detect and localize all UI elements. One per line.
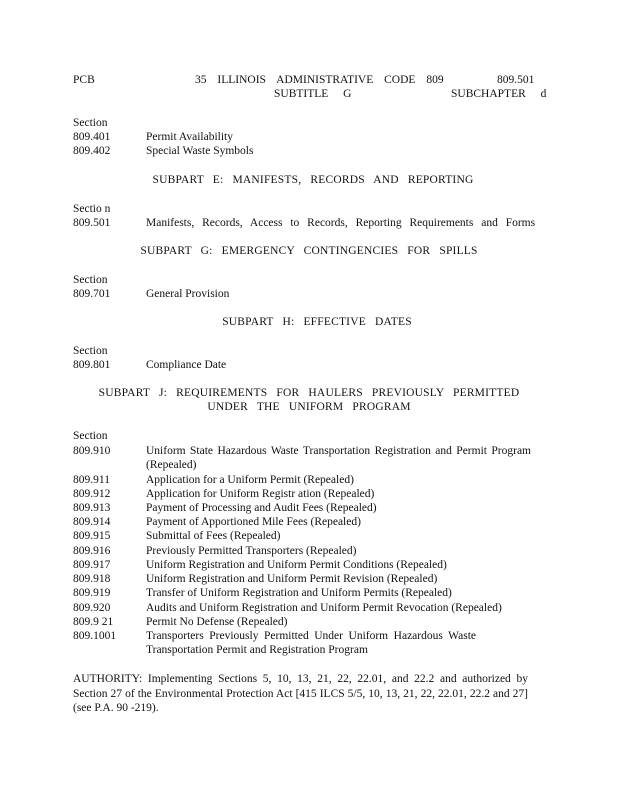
section-label: Section xyxy=(73,117,108,129)
section-number: 809.917 xyxy=(73,559,111,571)
section-title: Application for Uniform Registr ation (Repealed) xyxy=(146,488,375,500)
header-right: 809.501 xyxy=(497,74,535,86)
section-number: 809.1001 xyxy=(73,630,117,642)
header-center: 35 ILLINOIS ADMINISTRATIVE CODE 809 xyxy=(195,74,444,86)
section-title: Payment of Processing and Audit Fees (Repealed) xyxy=(146,502,377,514)
section-label: Section xyxy=(73,274,108,286)
section-title: Uniform Registration and Uniform Permit Revision (Repealed) xyxy=(146,573,438,585)
section-number: 809.915 xyxy=(73,530,111,542)
section-number: 809.913 xyxy=(73,502,111,514)
subpart-heading: SUBPART E: MANIFESTS, RECORDS AND REPORTING xyxy=(152,174,474,186)
section-title: Submittal of Fees (Repealed) xyxy=(146,530,281,542)
section-number: 809.916 xyxy=(73,545,111,557)
section-title: Permit Availability xyxy=(146,131,233,143)
section-title: Transfer of Uniform Registration and Uniform Permits (Repealed) xyxy=(146,587,452,599)
section-title: Compliance Date xyxy=(146,359,227,371)
subpart-heading: SUBPART H: EFFECTIVE DATES xyxy=(222,316,412,328)
section-number: 809.920 xyxy=(73,602,111,614)
section-number: 809.912 xyxy=(73,488,111,500)
section-number: 809.501 xyxy=(73,217,111,229)
section-number: 809.911 xyxy=(73,474,110,486)
section-number: 809.919 xyxy=(73,587,111,599)
section-title: Previously Permitted Transporters (Repealed) xyxy=(146,545,357,557)
section-label: Sectio n xyxy=(73,203,111,215)
section-label: Section xyxy=(73,345,108,357)
section-number: 809.801 xyxy=(73,359,111,371)
section-title: General Provision xyxy=(146,288,230,300)
section-title: Manifests, Records, Access to Records, Reporting Requirements and Forms xyxy=(146,217,536,229)
section-title: Payment of Apportioned Mile Fees (Repealed) xyxy=(146,516,361,528)
subpart-heading-continued: UNDER THE UNIFORM PROGRAM xyxy=(207,401,411,413)
section-title: Uniform Registration and Uniform Permit Conditions (Repealed) xyxy=(146,559,447,571)
section-title: Permit No Defense (Repealed) xyxy=(146,616,288,628)
section-label: Section xyxy=(73,430,108,442)
section-title: Uniform State Hazardous Waste Transportation Registration and Permit Program (Repealed) xyxy=(146,445,531,471)
section-number: 809.401 xyxy=(73,131,111,143)
section-number: 809.701 xyxy=(73,288,111,300)
section-number: 809.914 xyxy=(73,516,111,528)
section-number: 809.918 xyxy=(73,573,111,585)
subpart-heading: SUBPART J: REQUIREMENTS FOR HAULERS PREVIOUSLY PERMITTED xyxy=(98,387,520,399)
header-subtitle: SUBTITLE G xyxy=(274,88,352,100)
section-number: 809.402 xyxy=(73,145,111,157)
header-left: PCB xyxy=(73,74,95,86)
authority-note: AUTHORITY: Implementing Sections 5, 10, 13, 21, 22, 22.01, and 22.2 and authorized by Section 27 of the Environmental Protection Act [415 ILCS 5/5, 10, 13, 21, 22, 22.01, 22.2 and 27] (see P.A. 90 -219). xyxy=(73,673,528,714)
section-number: 809.910 xyxy=(73,445,111,457)
section-title: Transporters Previously Permitted Under Uniform Hazardous Waste Transportation Permit and Registration Program xyxy=(146,630,476,656)
subpart-heading: SUBPART G: EMERGENCY CONTINGENCIES FOR SPILLS xyxy=(140,245,478,257)
section-title: Special Waste Symbols xyxy=(146,145,254,157)
header-subchapter: SUBCHAPTER d xyxy=(451,88,547,100)
section-title: Application for a Uniform Permit (Repealed) xyxy=(146,474,354,486)
section-title: Audits and Uniform Registration and Uniform Permit Revocation (Repealed) xyxy=(146,602,502,614)
section-number: 809.9 21 xyxy=(73,616,114,628)
